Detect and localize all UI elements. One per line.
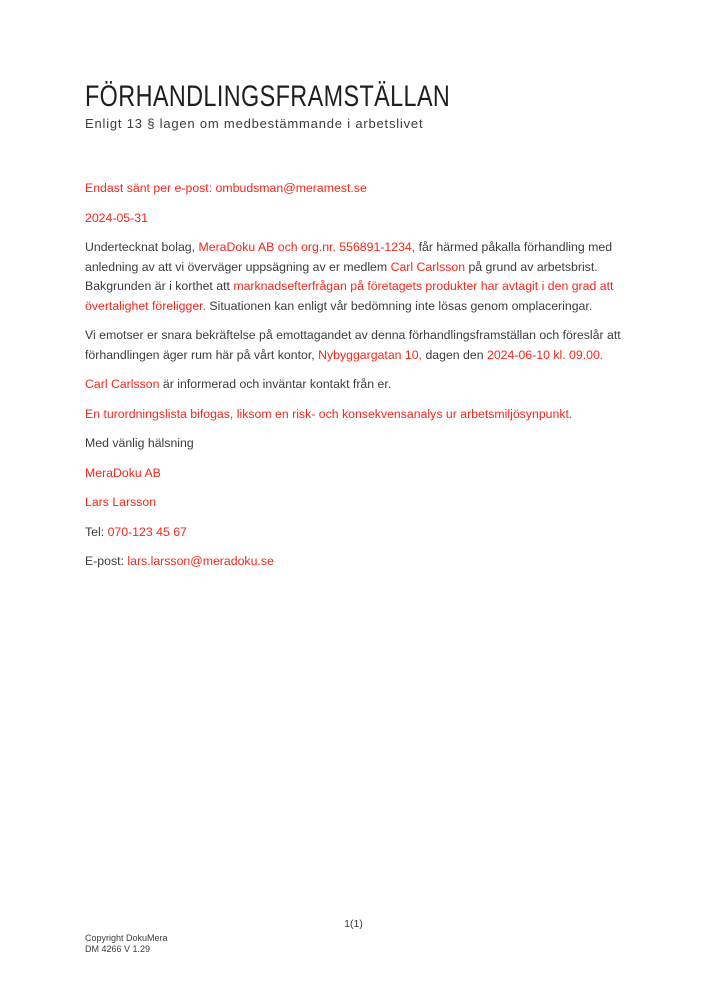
red-text-run: MeraDoku AB och org.nr. 556891-1234, (198, 240, 416, 255)
text-run: Tel: (85, 524, 108, 539)
text-run: på grund av arbetsbrist. Bakgrunden är i korthet att (85, 259, 598, 294)
paragraph-sent-via (85, 179, 630, 199)
text-run: Undertecknat bolag, (85, 240, 199, 255)
paragraph-meeting-proposal (85, 326, 630, 365)
red-text-run: Carl Carlsson (85, 377, 160, 392)
paragraph-intro (85, 238, 630, 316)
red-text-run: 2024-06-10 kl. 09.00. (487, 347, 604, 362)
text-run: dagen den (422, 347, 487, 362)
paragraph-date (85, 209, 630, 229)
paragraph-signatory (85, 493, 630, 513)
red-text-run: 2024-05-31 (85, 210, 148, 225)
red-text-run: marknadsefterfrågan på företagets produkter har avtagit i den grad att övertalighet föreligger. (85, 279, 614, 313)
text-run: får härmed påkalla förhandling med anledning av att vi överväger uppsägning av er medlem (85, 240, 613, 274)
red-text-run: Lars Larsson (85, 495, 157, 510)
document-id: DM 4266 V 1.29 (85, 944, 151, 954)
copyright-line: Copyright DokuMera (85, 933, 168, 943)
page-subtitle: Enligt 13 § lagen om medbestämmande i arbetslivet (85, 116, 424, 131)
text-run: Med vänlig hälsning (85, 436, 194, 451)
red-text-run: lars.larsson@meradoku.se (127, 554, 274, 569)
paragraph-member-informed (85, 375, 630, 395)
page-title: FÖRHANDLINGSFRAMSTÄLLAN (85, 80, 451, 113)
red-text-run: Endast sänt per e-post: ombudsman@meramest.se (85, 181, 367, 196)
paragraph-company (85, 464, 630, 484)
text-run: Situationen kan enligt vår bedömning inte lösas genom omplaceringar. (206, 298, 593, 313)
red-text-run: MeraDoku AB (85, 465, 161, 480)
red-text-run: 070-123 45 67 (107, 524, 187, 539)
document-body (85, 179, 630, 572)
paragraph-email (85, 552, 630, 572)
red-text-run: Nybyggargatan 10, (318, 347, 423, 362)
page-number: 1(1) (344, 918, 363, 930)
paragraph-closing (85, 434, 630, 454)
text-run: E-post: (85, 554, 128, 569)
copyright-notice (85, 933, 168, 955)
paragraph-attachments (85, 405, 630, 425)
red-text-run: En turordningslista bifogas, liksom en risk- och konsekvensanalys ur arbetsmiljösynpunkt. (85, 406, 573, 421)
text-run: är informerad och inväntar kontakt från er. (159, 377, 392, 392)
paragraph-phone (85, 523, 630, 543)
document-content (85, 80, 630, 582)
text-run: Vi emotser er snara bekräftelse på emottagandet av denna förhandlingsframställan och föreslår att förhandlingen äger rum här på vårt kontor, (85, 328, 621, 362)
red-text-run: Carl Carlsson (390, 259, 466, 274)
